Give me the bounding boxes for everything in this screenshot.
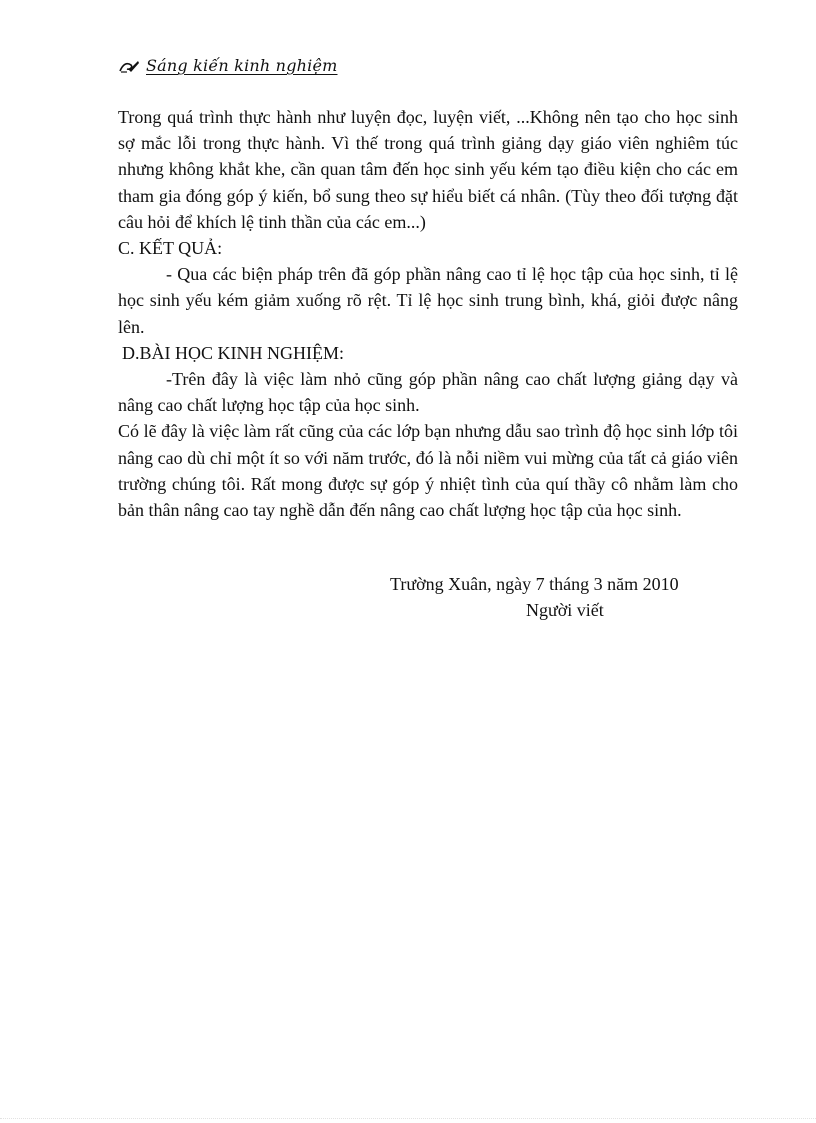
signature-place-date: Trường Xuân, ngày 7 tháng 3 năm 2010: [390, 574, 679, 594]
pen-writing-icon: [118, 58, 140, 74]
paragraph-results: - Qua các biện pháp trên đã góp phần nâng cao tỉ lệ học tập của học sinh, tỉ lệ học sinh yếu kém giảm xuống rõ rệt. Tỉ lệ học sinh trung bình, khá, giỏi được nâng lên.: [118, 264, 738, 337]
header-title: Sáng kiến kinh nghiệm: [146, 56, 338, 75]
paragraph-lessons-1: -Trên đây là việc làm nhỏ cũng góp phần nâng cao chất lượng giảng dạy và nâng cao chất lượng học tập của học sinh.: [118, 369, 738, 416]
heading-lessons: D.BÀI HỌC KINH NGHIỆM:: [122, 342, 344, 363]
document-body: [118, 104, 738, 523]
signature-author: Người viết: [526, 600, 604, 620]
paragraph-intro: Trong quá trình thực hành như luyện đọc, luyện viết, ...Không nên tạo cho học sinh sợ mắc lỗi trong thực hành. Vì thế trong quá trình giảng dạy giáo viên nghiêm túc nhưng không khắt khe, cần quan tâm đến học sinh yếu kém tạo điều kiện cho các em tham gia đóng góp ý kiến, bổ sung theo sự hiểu biết cá nhân. (Tùy theo đối tượng đặt câu hỏi để khích lệ tinh thần của các em...): [118, 107, 738, 232]
paragraph-lessons-2: Có lẽ đây là việc làm rất cũng của các lớp bạn nhưng dẫu sao trình độ học sinh lớp tôi nâng cao dù chỉ một ít so với năm trước, đó là nỗi niềm vui mừng của tất cả giáo viên trường chúng tôi. Rất mong được sự góp ý nhiệt tình của quí thầy cô nhằm làm cho bản thân nâng cao tay nghề dẫn đến nâng cao chất lượng học tập của học sinh.: [118, 421, 738, 521]
signature-block: [390, 571, 679, 623]
page-header: [118, 56, 338, 75]
page-bottom-border: [0, 1118, 816, 1119]
heading-results: C. KẾT QUẢ:: [118, 238, 223, 259]
